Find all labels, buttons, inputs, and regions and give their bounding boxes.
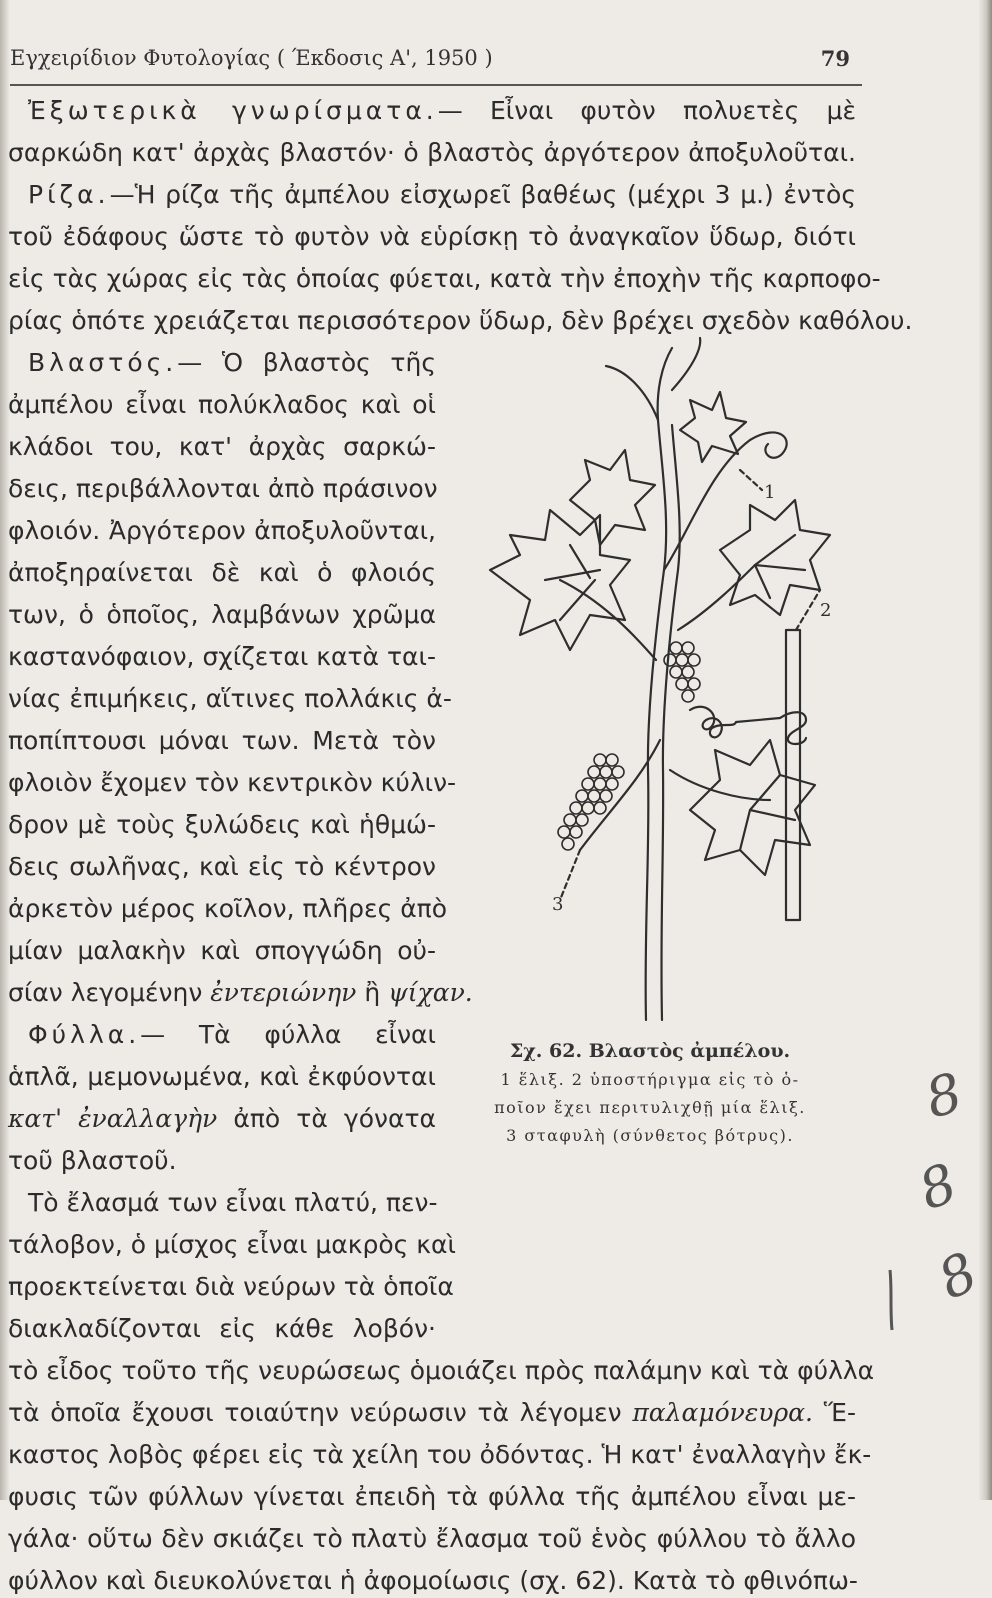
- tendril-upper: [672, 338, 700, 390]
- section-heading-exterior: Ἐξωτερικὰ γνωρίσματα.: [28, 96, 438, 125]
- leaf-small-top: [680, 392, 746, 462]
- handwritten-margin-notes: [880, 1040, 990, 1380]
- label-1-leader: [740, 470, 762, 490]
- text-line: ποπίπτουσι μόναι των. Μετὰ τὸν: [8, 726, 436, 755]
- text-line: κατ' ἐναλλαγὴν ἀπὸ τὰ γόνατα: [8, 1104, 436, 1133]
- text-line: κλάδοι του, κατ' ἀρχὰς σαρκώ-: [8, 432, 436, 461]
- text-line: καστανόφαιον, σχίζεται κατὰ ται-: [8, 642, 436, 671]
- text-line: Βλαστός.— Ὁ βλαστὸς τῆς: [28, 348, 436, 377]
- tendril-wrap: [780, 712, 806, 744]
- leaf-left-veins: [545, 545, 600, 620]
- leaf-right: [720, 500, 830, 615]
- section-heading-leaves: Φύλλα.: [28, 1020, 141, 1049]
- main-stem-outline: [661, 425, 679, 1020]
- figure-caption: [448, 1036, 852, 1150]
- text-line: Ἐξωτερικὰ γνωρίσματα.— Εἶναι φυτὸν πολυετὲς μὲ: [28, 96, 856, 125]
- text-line: φλοιόν. Ἀργότερον ἀποξυλοῦνται,: [8, 516, 436, 545]
- text-line: Ρίζα.—Ἡ ρίζα τῆς ἀμπέλου εἰσχωρεῖ βαθέως (μέχρι 3 μ.) ἐντὸς: [28, 180, 856, 209]
- leaf-stalk-left: [560, 580, 656, 660]
- margin-note: 8: [919, 1060, 969, 1131]
- caption-line: 1 ἕλιξ. 2 ὑποστήριγμα εἰς τὸ ὁ-: [500, 1070, 800, 1089]
- text-line: γάλα· οὕτω δὲν σκιάζει τὸ πλατὺ ἔλασμα τοῦ ἑνὸς φύλλου τὸ ἄλλο: [8, 1524, 856, 1553]
- text-line: ρίας ὁπότε χρειάζεται περισσότερον ὕδωρ, δὲν βρέχει σχεδὸν καθόλου.: [8, 306, 913, 335]
- margin-note: 8: [928, 1240, 987, 1312]
- header-rule: [10, 84, 862, 86]
- leaf-stalk-right: [678, 565, 755, 630]
- text-line: τὰ ὁποῖα ἔχουσι τοιαύτην νεύρωσιν τὰ λέγομεν παλαμόνευρα. Ἕ-: [8, 1398, 856, 1427]
- text-line: δεις, περιβάλλονται ἀπὸ πράσινον: [8, 474, 438, 503]
- leaf-right-veins: [755, 535, 805, 598]
- text-line: φύλλον καὶ διευκολύνεται ἡ ἀφομοίωσις (σχ. 62). Κατὰ τὸ φθινόπω-: [8, 1566, 858, 1595]
- text-line: εἰς τὰς χώρας εἰς τὰς ὁποίας φύεται, κατὰ τὴν ἐποχὴν τῆς καρποφο-: [8, 264, 881, 293]
- main-stem: [646, 348, 672, 1020]
- text-line: καστος λοβὸς φέρει εἰς τὰ χείλη του ὀδόντας. Ἡ κατ' ἐναλλαγὴν ἔκ-: [8, 1440, 872, 1469]
- margin-stroke: [890, 1270, 892, 1330]
- text-line: μίαν μαλακὴν καὶ σπογγώδη οὐ-: [8, 936, 436, 965]
- label-2-leader: [796, 590, 820, 630]
- text-line: σαρκώδη κατ' ἀρχὰς βλαστόν· ὁ βλαστὸς ἀργότερον ἀποξυλοῦται.: [8, 138, 856, 167]
- branch-top-left: [606, 366, 658, 420]
- text-line: τὸ εἶδος τοῦτο τῆς νευρώσεως ὁμοιάζει πρὸς παλάμην καὶ τὰ φύλλα: [8, 1356, 875, 1385]
- caption-title: Σχ. 62. Βλαστὸς ἀμπέλου.: [509, 1040, 791, 1062]
- text-line: τοῦ βλαστοῦ.: [8, 1146, 177, 1175]
- section-heading-root: Ρίζα.: [28, 180, 110, 209]
- text-line: των, ὁ ὁποῖος, λαμβάνων χρῶμα: [8, 600, 436, 629]
- header-title: Εγχειρίδιον Φυτολογίας ( Έκδοσις Α', 1950 ): [10, 46, 493, 70]
- text-line: ἀποξηραίνεται δὲ καὶ ὁ φλοιός: [8, 558, 436, 587]
- term-alternate: κατ' ἐναλλαγὴν: [8, 1104, 218, 1133]
- text-line: ἀρκετὸν μέρος κοῖλον, πλῆρες ἀπὸ: [8, 894, 448, 923]
- text-line: προεκτείνεται διὰ νεύρων τὰ ὁποῖα: [8, 1272, 454, 1301]
- text-line: φλοιὸν ἔχομεν τὸν κεντρικὸν κύλιν-: [8, 768, 457, 797]
- support-stake: [786, 630, 800, 920]
- vine-shoot-illustration: [450, 330, 850, 1030]
- text-line: ἁπλᾶ, μεμονωμένα, καὶ ἐκφύονται: [8, 1062, 436, 1091]
- text-line: ἀμπέλου εἶναι πολύκλαδος καὶ οἱ: [8, 390, 436, 419]
- text-line: Φύλλα.— Τὰ φύλλα εἶναι: [28, 1020, 436, 1049]
- text-line: τοῦ ἐδάφους ὥστε τὸ φυτὸν νὰ εὑρίσκῃ τὸ ἀναγκαῖον ὕδωρ, διότι: [8, 222, 856, 251]
- text-line: διακλαδίζονται εἰς κάθε λοβόν·: [8, 1314, 436, 1343]
- text-line: δεις σωλῆνας, καὶ εἰς τὸ κέντρον: [8, 852, 436, 881]
- margin-note: 8: [910, 1151, 965, 1223]
- caption-line: 3 σταφυλὴ (σύνθετος βότρυς).: [506, 1126, 794, 1145]
- term-palmate: παλαμόνευρα.: [632, 1398, 814, 1427]
- text-line: δρον μὲ τοὺς ξυλώδεις καὶ ἡθμώ-: [8, 810, 436, 839]
- text-line: τάλοβον, ὁ μίσχος εἶναι μακρὸς καὶ: [8, 1230, 456, 1259]
- section-heading-shoot: Βλαστός.: [28, 348, 178, 377]
- page-number: 79: [820, 46, 850, 71]
- term-pulp: ψίχαν.: [388, 978, 473, 1007]
- text-line: νίας ἐπιμήκεις, αἵτινες πολλάκις ἀ-: [8, 684, 452, 713]
- coiled-tendril: [690, 707, 780, 738]
- text-line: Τὸ ἔλασμά των εἶναι πλατύ, πεν-: [28, 1188, 438, 1217]
- term-pith: ἐντεριώνην: [210, 978, 357, 1007]
- caption-line: ποῖον ἔχει περιτυλιχθῇ μία ἕλιξ.: [494, 1098, 806, 1117]
- figure-label-1: 1: [764, 482, 776, 503]
- text-line: σίαν λεγομένην ἐντεριώνην ἢ ψίχαν.: [8, 978, 473, 1007]
- text-line: φυσις τῶν φύλλων γίνεται ἐπειδὴ τὰ φύλλα τῆς ἀμπέλου εἶναι με-: [8, 1482, 856, 1511]
- figure-label-2: 2: [820, 600, 832, 621]
- figure-label-3: 3: [552, 894, 564, 915]
- label-3-leader: [560, 850, 580, 900]
